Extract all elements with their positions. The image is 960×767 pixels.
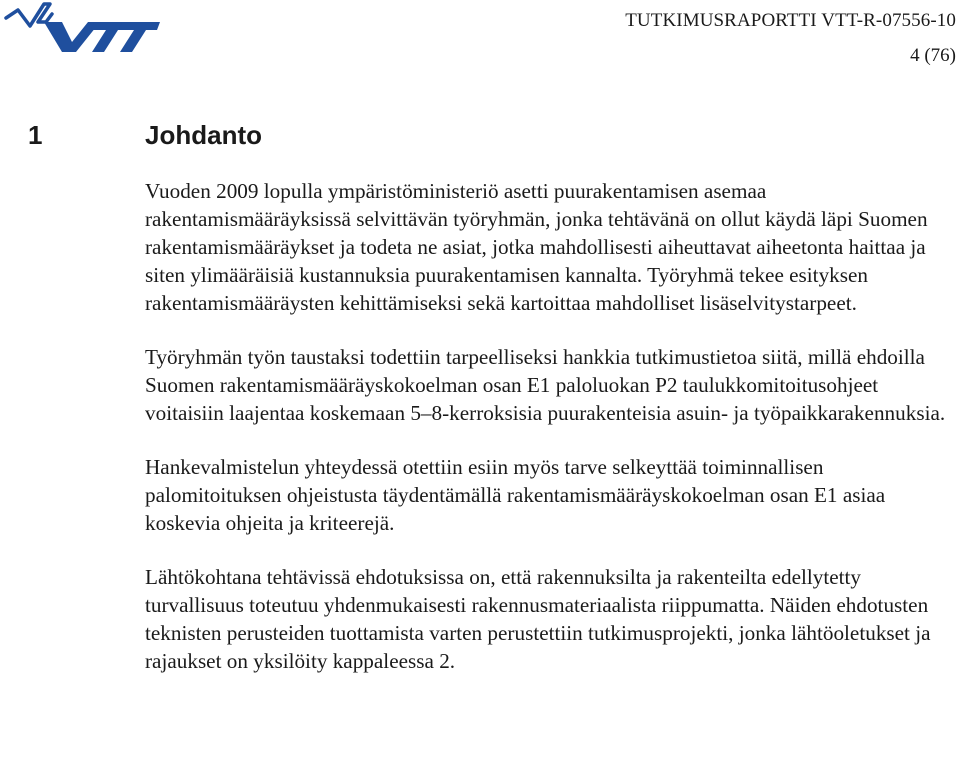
paragraph-3: Hankevalmistelun yhteydessä otettiin esiin myös tarve selkeyttää toiminnallisen palomitoituksen ohjeistusta täydentämällä rakentamismääräyskokoelman osan E1 asiaa koskevia ohjeita ja kriteerejä. [145,455,886,535]
page-number: 4 (76) [910,45,956,66]
body-text [145,177,955,675]
paragraph-1: Vuoden 2009 lopulla ympäristöministeriö asetti puurakentamisen asemaa rakentamismääräyksissä selvittävän työryhmän, jonka tehtävänä on ollut käydä läpi Suomen rakentamismääräykset ja todeta ne asiat, jotka mahdollisesti aiheuttavat aiheetonta haittaa ja siten ylimääräisiä kustannuksia puurakentamisen kannalta. Työryhmä tekee esityksen rakentamismääräysten kehittämiseksi sekä kartoittaa mahdolliset lisäselvitystarpeet. [145,179,928,315]
section-number: 1 [28,120,43,150]
section-heading [28,120,262,151]
report-id: TUTKIMUSRAPORTTI VTT-R-07556-10 [625,10,956,31]
paragraph-2: Työryhmän työn taustaksi todettiin tarpeelliseksi hankkia tutkimustietoa siitä, millä ehdoilla Suomen rakentamismääräyskokoelman osan E1 paloluokan P2 taulukkomitoitusohjeet voitaisiin laajentaa koskemaan 5–8-kerroksisia puurakenteisia asuin- ja työpaikkarakennuksia. [145,345,946,425]
paragraph-4: Lähtökohtana tehtävissä ehdotuksissa on, että rakennuksilta ja rakenteilta edellytetty turvallisuus toteutuu yhdenmukaisesti rakennusmateriaalista riippumatta. Näiden ehdotusten teknisten perusteiden tuottamista varten perustettiin tutkimusprojekti, jonka lähtöoletukset ja rajaukset on yksilöity kappaleessa 2. [145,565,931,673]
vtt-logo [4,0,160,54]
section-title: Johdanto [145,120,262,150]
